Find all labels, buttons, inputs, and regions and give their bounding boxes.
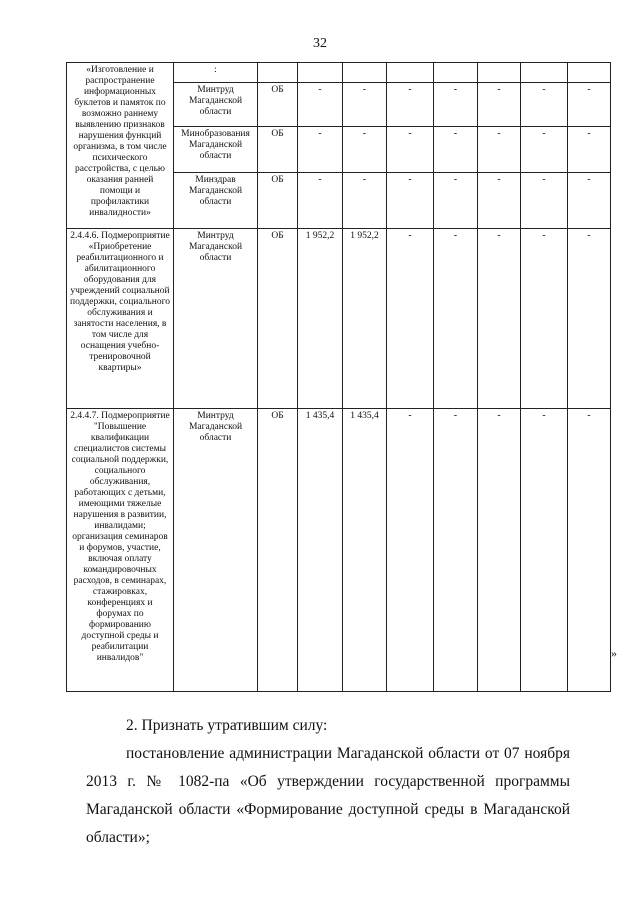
value-cell: - <box>387 127 434 173</box>
item-heading: 2. Признать утратившим силу: <box>126 717 328 734</box>
activity-cell: «Изготовление и распространение информационных буклетов и памяток по возможно раннему выявлению признаков нарушения функций организма, в том числе психического расстройства, с целью оказания ранней помощи и профилактики инвалидности» <box>67 63 174 229</box>
source-cell: ОБ <box>258 409 298 692</box>
value-cell: 1 952,2 <box>298 229 343 409</box>
closing-quote-mark: » <box>611 646 617 660</box>
budget-table <box>66 62 611 692</box>
value-cell: - <box>434 173 478 229</box>
table-row <box>67 63 611 83</box>
table-row <box>67 229 611 409</box>
value-cell: - <box>568 173 611 229</box>
executor-cell: Минтруд Магаданской области <box>174 409 258 692</box>
value-cell: - <box>568 127 611 173</box>
source-cell: ОБ <box>258 83 298 127</box>
value-cell: - <box>387 83 434 127</box>
value-cell: - <box>478 409 521 692</box>
value-cell: - <box>521 173 568 229</box>
executor-cell: Минздрав Магаданской области <box>174 173 258 229</box>
source-cell: ОБ <box>258 173 298 229</box>
source-cell: ОБ <box>258 127 298 173</box>
value-cell: - <box>568 409 611 692</box>
value-cell: - <box>478 83 521 127</box>
value-cell: - <box>521 409 568 692</box>
value-cell: - <box>434 83 478 127</box>
value-cell: - <box>343 83 387 127</box>
value-cell: - <box>521 83 568 127</box>
value-cell: - <box>478 173 521 229</box>
value-cell: - <box>387 173 434 229</box>
value-cell: - <box>568 229 611 409</box>
activity-cell: 2.4.4.6. Подмероприятие «Приобретение реабилитационного и абилитационного оборудования для учреждений социальной поддержки, социального обслуживания и занятости населения, в том числе для оснащения учебно-тренировочной квартиры» <box>67 229 174 409</box>
value-cell: 1 435,4 <box>298 409 343 692</box>
value-cell: - <box>434 229 478 409</box>
value-cell: - <box>478 229 521 409</box>
value-cell: - <box>298 127 343 173</box>
executor-cell: Минтруд Магаданской области <box>174 83 258 127</box>
value-cell: - <box>478 127 521 173</box>
value-cell: - <box>434 409 478 692</box>
value-cell: - <box>298 83 343 127</box>
table-row <box>67 409 611 692</box>
continuation-cell: : <box>174 63 258 83</box>
source-cell: ОБ <box>258 229 298 409</box>
page-number: 32 <box>313 36 327 51</box>
activity-cell: 2.4.4.7. Подмероприятие "Повышение квалификации специалистов системы социальной поддержки, социального обслуживания, работающих с детьми, имеющими тяжелые нарушения в развитии, инвалидами; организация семинаров и форумов, участие, включая оплату командировочных расходов, в семинарах, стажировках, конференциях и форумах по формированию доступной среды и реабилитации инвалидов" <box>67 409 174 692</box>
value-cell: 1 952,2 <box>343 229 387 409</box>
value-cell: - <box>343 173 387 229</box>
value-cell: - <box>343 127 387 173</box>
value-cell: - <box>521 229 568 409</box>
executor-cell: Минобразования Магаданской области <box>174 127 258 173</box>
value-cell: - <box>568 83 611 127</box>
value-cell: 1 435,4 <box>343 409 387 692</box>
value-cell: - <box>298 173 343 229</box>
value-cell: - <box>387 229 434 409</box>
body-paragraph: постановление администрации Магаданской области от 07 ноября 2013 г. № 1082-па «Об утверждении государственной программы Магаданской области «Формирование доступной среды в Магаданской области»; <box>86 745 570 846</box>
value-cell: - <box>521 127 568 173</box>
value-cell: - <box>434 127 478 173</box>
value-cell: - <box>387 409 434 692</box>
executor-cell: Минтруд Магаданской области <box>174 229 258 409</box>
